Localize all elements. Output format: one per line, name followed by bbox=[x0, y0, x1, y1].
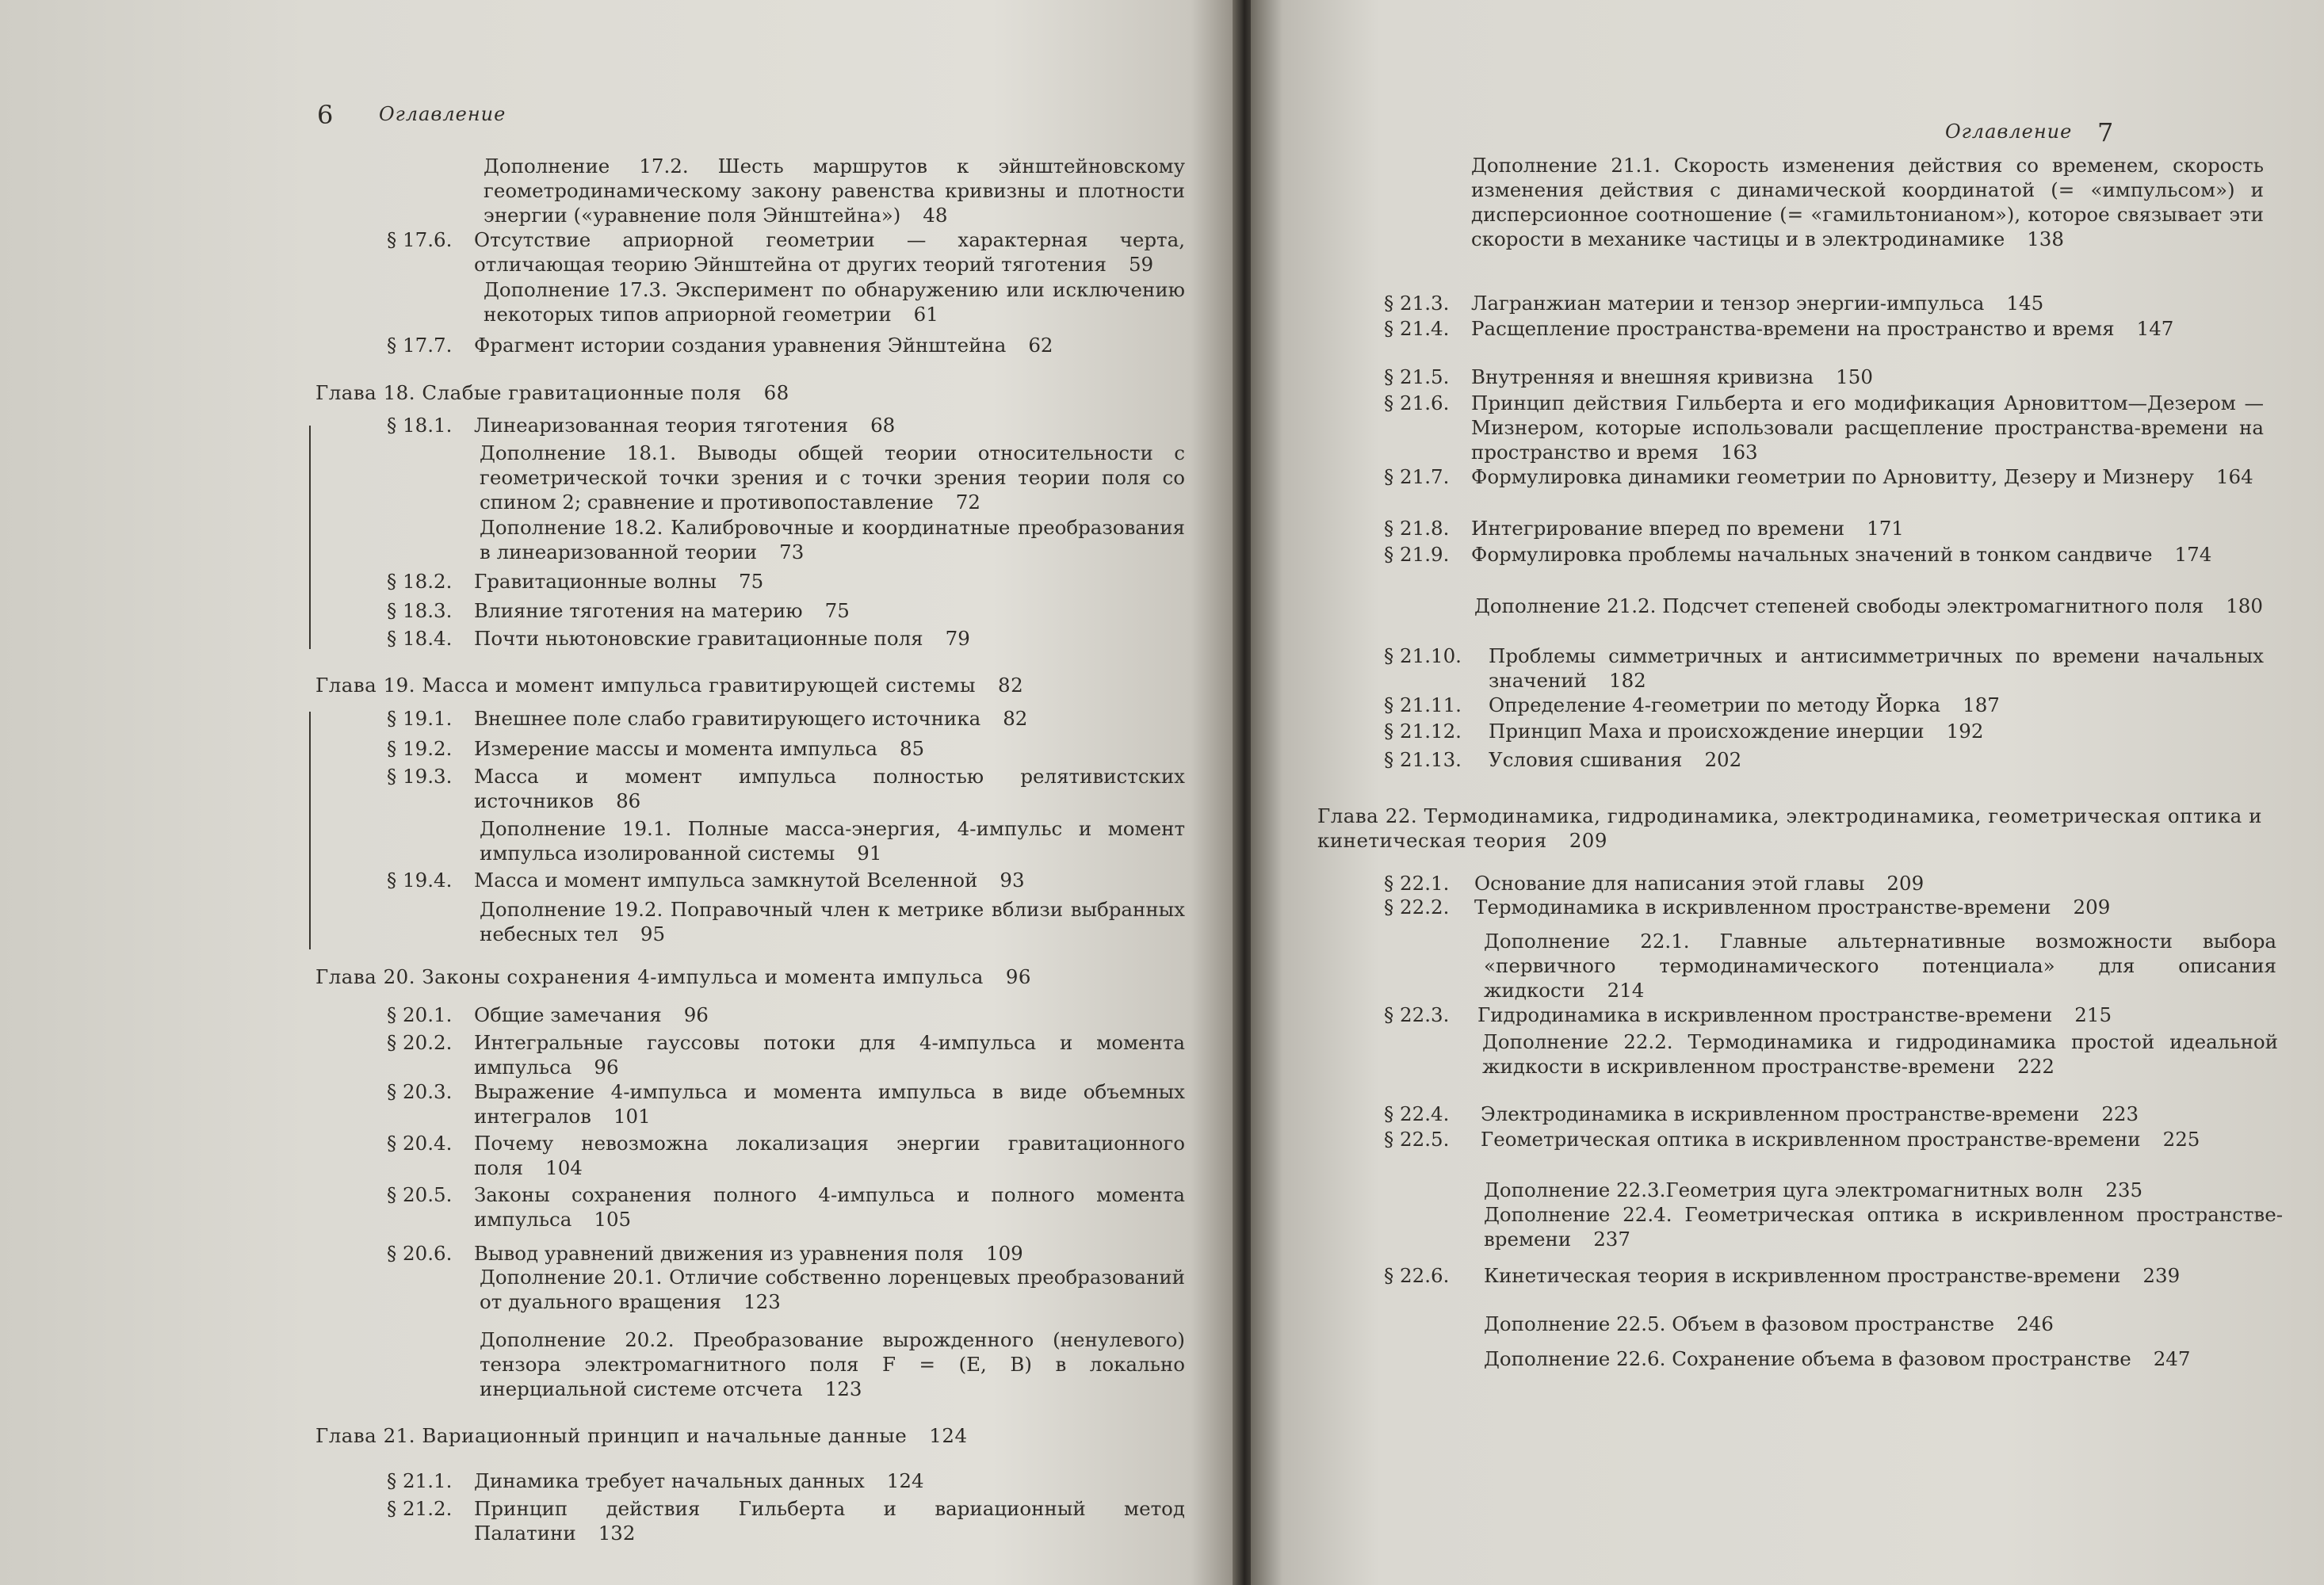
section-number: § 21.13. bbox=[1384, 748, 1462, 771]
page-reference: 223 bbox=[2101, 1102, 2139, 1125]
entry-title: Линеаризованная теория тяготения bbox=[474, 414, 849, 437]
entry-title: Интегральные гауссовы потоки для 4-импульса и момента импульса bbox=[474, 1031, 1185, 1079]
page-reference: 180 bbox=[2226, 594, 2263, 617]
page-reference: 72 bbox=[955, 491, 980, 514]
page-reference: 75 bbox=[739, 570, 764, 593]
entry-title: Дополнение 20.2. Преобразование вырожденного (ненулевого) тензора электромагнитного поля F = (E, B) в локально инерциальной системе отсчета bbox=[480, 1328, 1185, 1400]
section-number: § 21.5. bbox=[1384, 365, 1450, 388]
entry-title: Законы сохранения полного 4-импульса и полного момента импульса bbox=[474, 1183, 1185, 1231]
page-reference: 222 bbox=[2017, 1055, 2055, 1078]
page-reference: 61 bbox=[913, 303, 938, 326]
page-reference: 214 bbox=[1607, 979, 1645, 1002]
page-reference: 124 bbox=[929, 1424, 968, 1447]
page-reference: 246 bbox=[2016, 1312, 2054, 1335]
page-reference: 101 bbox=[613, 1105, 651, 1128]
entry-title: Формулировка проблемы начальных значений в тонком сандвиче bbox=[1471, 543, 2153, 566]
entry-title: Глава 18. Слабые гравитационные поля bbox=[315, 381, 742, 404]
entry-title: Кинетическая теория в искривленном пространстве-времени bbox=[1484, 1264, 2121, 1287]
page-reference: 247 bbox=[2153, 1347, 2191, 1370]
page-reference: 171 bbox=[1867, 517, 1904, 540]
section-number: § 21.1. bbox=[387, 1469, 453, 1492]
entry-title: Дополнение 17.2. Шесть маршрутов к эйнштейновскому геометродинамическому закону равенства кривизны и плотности энергии («уравнение поля Эйнштейна») bbox=[484, 155, 1185, 227]
page-reference: 109 bbox=[985, 1242, 1023, 1265]
entry-title: Измерение массы и момента импульса bbox=[474, 737, 877, 760]
page-reference: 82 bbox=[998, 674, 1024, 697]
left-running-title: Оглавление bbox=[379, 103, 506, 125]
section-number: § 22.5. bbox=[1384, 1128, 1450, 1151]
page-reference: 75 bbox=[824, 599, 850, 622]
section-number: § 20.6. bbox=[387, 1242, 453, 1265]
entry-title: Принцип действия Гильберта и вариационный метод Палатини bbox=[474, 1497, 1185, 1545]
entry-title: Дополнение 21.1. Скорость изменения действия со временем, скорость изменения действия с динамической координатой (= «импульсом») и дисперсионное соотношение (= «гамильтонианом»), которое связывает эти скорости в механике частицы и в электродинамике bbox=[1471, 154, 2264, 250]
section-number: § 22.3. bbox=[1384, 1003, 1450, 1026]
page-reference: 202 bbox=[1704, 748, 1742, 771]
page-reference: 174 bbox=[2174, 543, 2212, 566]
entry-title: Отсутствие априорной геометрии — характерная черта, отличающая теорию Эйнштейна от других теорий тяготения bbox=[474, 228, 1185, 276]
entry-title: Лагранжиан материи и тензор энергии-импульса bbox=[1471, 292, 1985, 315]
entry-title: Почему невозможна локализация энергии гравитационного поля bbox=[474, 1132, 1185, 1179]
left-page-number: 6 bbox=[317, 100, 334, 130]
section-number: § 20.2. bbox=[387, 1031, 453, 1054]
right-page bbox=[1251, 0, 2324, 1585]
entry-title: Влияние тяготения на материю bbox=[474, 599, 803, 622]
entry-title: Основание для написания этой главы bbox=[1474, 872, 1865, 895]
entry-title: Дополнение 20.1. Отличие собственно лоренцевых преобразований от дуального вращения bbox=[480, 1266, 1185, 1313]
page-reference: 209 bbox=[1569, 829, 1607, 852]
entry-title: Дополнение 22.5. Объем в фазовом пространстве bbox=[1484, 1312, 1995, 1335]
page-reference: 85 bbox=[899, 737, 925, 760]
section-number: § 18.1. bbox=[387, 414, 453, 437]
section-number: § 19.4. bbox=[387, 869, 453, 892]
page-reference: 86 bbox=[616, 789, 641, 812]
page-reference: 96 bbox=[594, 1056, 619, 1079]
section-number: § 20.1. bbox=[387, 1003, 453, 1026]
section-number: § 21.10. bbox=[1384, 644, 1462, 667]
section-number: § 19.1. bbox=[387, 707, 453, 730]
entry-title: Внутренняя и внешняя кривизна bbox=[1471, 365, 1814, 388]
section-bracket bbox=[309, 712, 311, 949]
section-number: § 21.2. bbox=[387, 1497, 453, 1520]
entry-title: Масса и момент импульса замкнутой Вселенной bbox=[474, 869, 978, 892]
section-number: § 19.2. bbox=[387, 737, 453, 760]
page-reference: 124 bbox=[886, 1469, 924, 1492]
entry-title: Глава 21. Вариационный принцип и начальные данные bbox=[315, 1424, 908, 1447]
entry-title: Дополнение 19.1. Полные масса-энергия, 4-импульс и момент импульса изолированной системы bbox=[480, 817, 1185, 865]
entry-title: Общие замечания bbox=[474, 1003, 662, 1026]
page-reference: 132 bbox=[598, 1522, 636, 1545]
page-reference: 147 bbox=[2136, 317, 2174, 340]
page-reference: 95 bbox=[640, 922, 666, 945]
entry-title: Почти ньютоновские гравитационные поля bbox=[474, 627, 923, 650]
entry-title: Масса и момент импульса полностью релятивистских источников bbox=[474, 765, 1185, 812]
entry-title: Глава 20. Законы сохранения 4-импульса и момента импульса bbox=[315, 965, 984, 988]
section-number: § 22.4. bbox=[1384, 1102, 1450, 1125]
section-number: § 21.9. bbox=[1384, 543, 1450, 566]
section-number: § 22.1. bbox=[1384, 872, 1450, 895]
section-number: § 17.7. bbox=[387, 334, 453, 357]
entry-title: Глава 22. Термодинамика, гидродинамика, электродинамика, геометрическая оптика и кинетическая теория bbox=[1317, 804, 2262, 852]
section-bracket bbox=[309, 426, 311, 649]
section-number: § 18.3. bbox=[387, 599, 453, 622]
entry-title: Дополнение 22.1. Главные альтернативные возможности выбора «первичного термодинамического потенциала» для описания жидкости bbox=[1484, 930, 2276, 1002]
entry-title: Дополнение 19.2. Поправочный член к метрике вблизи выбранных небесных тел bbox=[480, 898, 1185, 945]
section-number: § 17.6. bbox=[387, 228, 453, 251]
entry-title: Фрагмент истории создания уравнения Эйнштейна bbox=[474, 334, 1007, 357]
entry-title: Внешнее поле слабо гравитирующего источника bbox=[474, 707, 981, 730]
page-reference: 68 bbox=[763, 381, 789, 404]
page-reference: 96 bbox=[1005, 965, 1032, 988]
section-number: § 22.2. bbox=[1384, 896, 1450, 919]
page-reference: 138 bbox=[2027, 227, 2064, 250]
page-reference: 73 bbox=[779, 540, 805, 563]
page-reference: 59 bbox=[1128, 253, 1154, 276]
page-reference: 48 bbox=[923, 204, 948, 227]
entry-title: Условия сшивания bbox=[1489, 748, 1683, 771]
entry-title: Дополнение 18.1. Выводы общей теории относительности с геометрической точки зрения и с точки зрения теории поля со спином 2; сравнение и противопоставление bbox=[480, 441, 1185, 514]
page-reference: 235 bbox=[2105, 1178, 2143, 1201]
section-number: § 19.3. bbox=[387, 765, 453, 788]
page-reference: 164 bbox=[2215, 465, 2253, 488]
entry-title: Принцип Маха и происхождение инерции bbox=[1489, 720, 1925, 743]
page-reference: 150 bbox=[1836, 365, 1873, 388]
page-reference: 239 bbox=[2142, 1264, 2181, 1287]
section-number: § 20.3. bbox=[387, 1080, 453, 1103]
section-number: § 21.6. bbox=[1384, 391, 1450, 414]
entry-title: Дополнение 22.2. Термодинамика и гидродинамика простой идеальной жидкости в искривленном пространстве-времени bbox=[1482, 1030, 2278, 1078]
page-reference: 82 bbox=[1003, 707, 1028, 730]
entry-title: Дополнение 18.2. Калибровочные и координатные преобразования в линеаризованной теории bbox=[480, 516, 1185, 563]
section-number: § 18.2. bbox=[387, 570, 453, 593]
page-reference: 192 bbox=[1946, 720, 1984, 743]
page-reference: 237 bbox=[1593, 1228, 1630, 1251]
page-reference: 93 bbox=[1000, 869, 1025, 892]
entry-title: Проблемы симметричных и антисимметричных по времени начальных значений bbox=[1489, 644, 2264, 692]
section-number: § 21.11. bbox=[1384, 693, 1462, 716]
page-reference: 96 bbox=[683, 1003, 709, 1026]
entry-title: Глава 19. Масса и момент импульса гравитирующей системы bbox=[315, 674, 976, 697]
entry-title: Дополнение 22.4. Геометрическая оптика в искривленном пространстве-времени bbox=[1484, 1203, 2283, 1251]
entry-title: Геометрическая оптика в искривленном пространстве-времени bbox=[1481, 1128, 2141, 1151]
page-reference: 123 bbox=[743, 1290, 781, 1313]
entry-title: Интегрирование вперед по времени bbox=[1471, 517, 1845, 540]
section-number: § 20.5. bbox=[387, 1183, 453, 1206]
entry-title: Определение 4-геометрии по методу Йорка bbox=[1489, 693, 1941, 716]
page-reference: 215 bbox=[2074, 1003, 2112, 1026]
page-reference: 123 bbox=[824, 1377, 862, 1400]
section-number: § 18.4. bbox=[387, 627, 453, 650]
page-reference: 182 bbox=[1608, 669, 1646, 692]
entry-title: Расщепление пространства-времени на пространство и время bbox=[1471, 317, 2115, 340]
entry-title: Термодинамика в искривленном пространстве-времени bbox=[1474, 896, 2051, 919]
right-page-number: 7 bbox=[2097, 117, 2114, 147]
page-reference: 68 bbox=[870, 414, 896, 437]
section-number: § 21.4. bbox=[1384, 317, 1450, 340]
entry-title: Гидродинамика в искривленном пространстве-времени bbox=[1477, 1003, 2053, 1026]
right-running-title: Оглавление bbox=[1945, 120, 2073, 143]
page-reference: 187 bbox=[1963, 693, 2000, 716]
entry-title: Дополнение 22.3.Геометрия цуга электромагнитных волн bbox=[1484, 1178, 2084, 1201]
page-reference: 209 bbox=[2073, 896, 2111, 919]
entry-title: Гравитационные волны bbox=[474, 570, 717, 593]
entry-title: Принцип действия Гильберта и его модификация Арновиттом—Дезером — Мизнером, которые использовали расщепление пространства-времени на пространство и время bbox=[1471, 391, 2264, 464]
section-number: § 21.7. bbox=[1384, 465, 1450, 488]
page-reference: 105 bbox=[594, 1208, 632, 1231]
page-reference: 163 bbox=[1720, 441, 1758, 464]
page-reference: 104 bbox=[545, 1156, 583, 1179]
page-reference: 145 bbox=[2006, 292, 2044, 315]
page-reference: 79 bbox=[945, 627, 970, 650]
page-reference: 209 bbox=[1886, 872, 1925, 895]
entry-title: Формулировка динамики геометрии по Арновитту, Дезеру и Мизнеру bbox=[1471, 465, 2194, 488]
entry-title: Выражение 4-импульса и момента импульса в виде объемных интегралов bbox=[474, 1080, 1185, 1128]
section-number: § 21.12. bbox=[1384, 720, 1462, 743]
entry-title: Дополнение 21.2. Подсчет степеней свободы электромагнитного поля bbox=[1474, 594, 2204, 617]
section-number: § 22.6. bbox=[1384, 1264, 1450, 1287]
entry-title: Дополнение 17.3. Эксперимент по обнаружению или исключению некоторых типов априорной геометрии bbox=[484, 278, 1185, 326]
section-number: § 20.4. bbox=[387, 1132, 453, 1155]
entry-title: Вывод уравнений движения из уравнения поля bbox=[474, 1242, 964, 1265]
entry-title: Дополнение 22.6. Сохранение объема в фазовом пространстве bbox=[1484, 1347, 2131, 1370]
section-number: § 21.8. bbox=[1384, 517, 1450, 540]
entry-title: Электродинамика в искривленном пространстве-времени bbox=[1481, 1102, 2080, 1125]
section-number: § 21.3. bbox=[1384, 292, 1450, 315]
page-reference: 225 bbox=[2162, 1128, 2200, 1151]
page-reference: 62 bbox=[1028, 334, 1053, 357]
entry-title: Динамика требует начальных данных bbox=[474, 1469, 865, 1492]
page-reference: 91 bbox=[857, 842, 882, 865]
